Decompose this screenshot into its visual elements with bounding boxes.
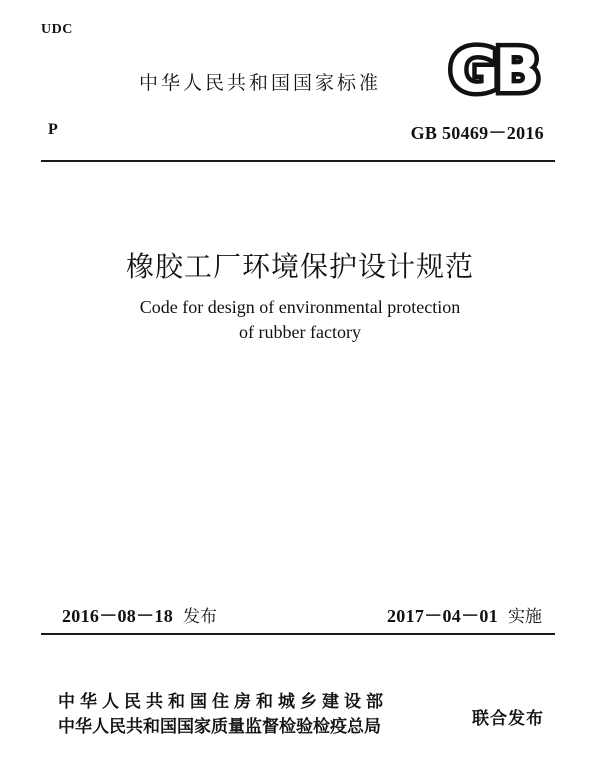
gb-logo bbox=[438, 38, 548, 100]
publisher-ministry: 中华人民共和国住房和城乡建设部 bbox=[58, 692, 388, 712]
title-english-line2: of rubber factory bbox=[239, 322, 361, 342]
bottom-divider bbox=[41, 633, 555, 635]
joint-release-label: 联合发布 bbox=[472, 709, 544, 729]
title-english bbox=[0, 295, 600, 345]
issue-label: 发布 bbox=[183, 607, 217, 627]
issue-date-block bbox=[62, 602, 217, 628]
standard-type: 中华人民共和国国家标准 bbox=[138, 72, 381, 94]
standard-number: GB 50469－2016 bbox=[410, 123, 544, 143]
implement-date: 2017－04－01 bbox=[387, 606, 498, 626]
gb-logo-text: GB bbox=[449, 38, 537, 100]
publisher-aqsiq: 中华人民共和国国家质量监督检验检疫总局 bbox=[58, 717, 381, 737]
top-divider bbox=[41, 160, 555, 162]
title-chinese: 橡胶工厂环境保护设计规范 bbox=[125, 250, 474, 283]
implement-label: 实施 bbox=[508, 607, 542, 627]
title-english-line1: Code for design of environmental protection bbox=[139, 297, 461, 317]
udc-label: UDC bbox=[41, 22, 73, 37]
implement-date-block bbox=[387, 602, 542, 628]
classification-code: P bbox=[48, 121, 58, 138]
publishers-block bbox=[58, 690, 388, 740]
issue-date: 2016－08－18 bbox=[62, 606, 173, 626]
